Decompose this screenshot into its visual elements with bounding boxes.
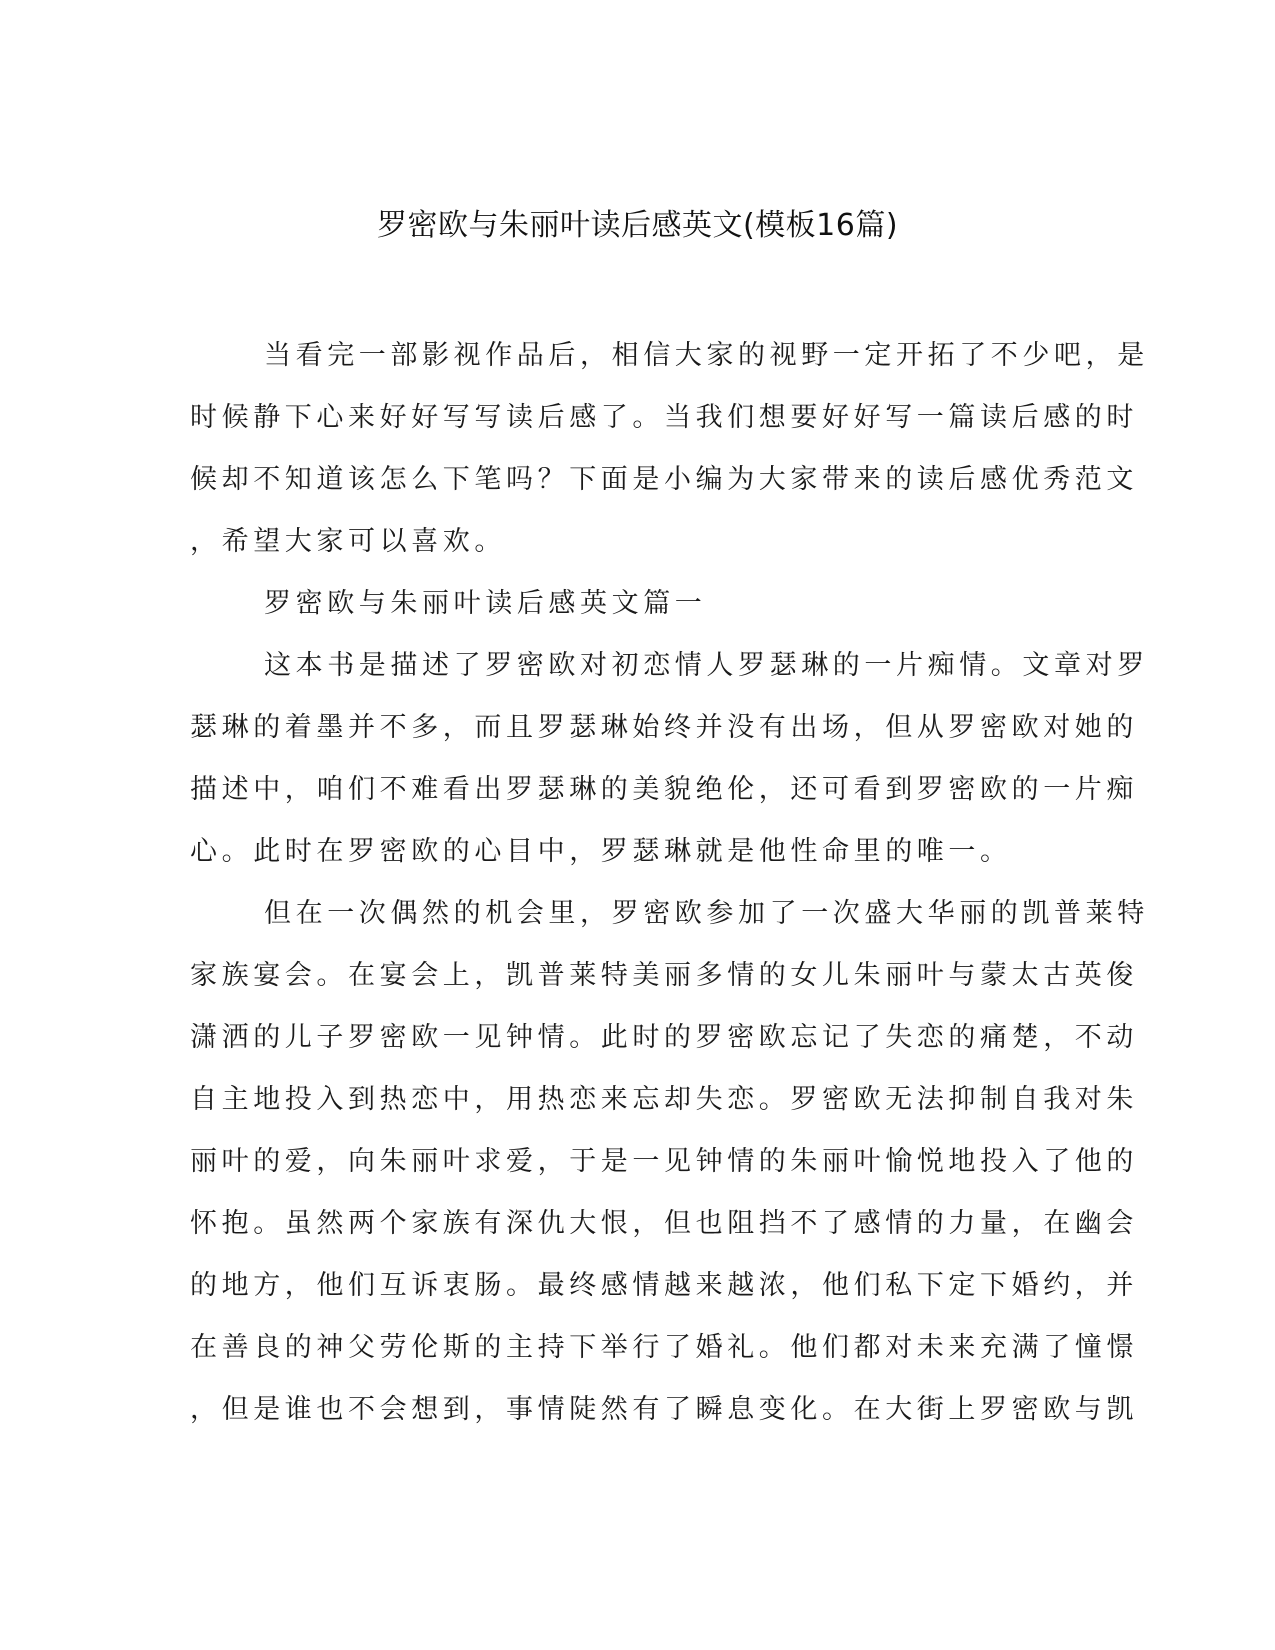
document-body: [190, 325, 1149, 1441]
paragraph-line: 自主地投入到热恋中，用热恋来忘却失恋。罗密欧无法抑制自我对朱: [190, 1084, 1138, 1115]
paragraph-line: 家族宴会。在宴会上，凯普莱特美丽多情的女儿朱丽叶与蒙太古英俊: [190, 960, 1138, 991]
paragraph-line: 丽叶的爱，向朱丽叶求爱，于是一见钟情的朱丽叶愉悦地投入了他的: [190, 1146, 1138, 1177]
paragraph-line: 但在一次偶然的机会里，罗密欧参加了一次盛大华丽的凯普莱特: [264, 898, 1149, 929]
paragraph-2: [190, 883, 1149, 1441]
paragraph-line: 描述中，咱们不难看出罗瑟琳的美貌绝伦，还可看到罗密欧的一片痴: [190, 774, 1138, 805]
intro-line: 当看完一部影视作品后，相信大家的视野一定开拓了不少吧，是: [264, 340, 1149, 371]
paragraph-line: ，但是谁也不会想到，事情陡然有了瞬息变化。在大街上罗密欧与凯: [190, 1394, 1138, 1425]
paragraph-line: 瑟琳的着墨并不多，而且罗瑟琳始终并没有出场，但从罗密欧对她的: [190, 712, 1138, 743]
intro-paragraph: [190, 325, 1149, 573]
paragraph-line: 心。此时在罗密欧的心目中，罗瑟琳就是他性命里的唯一。: [190, 836, 1012, 867]
section-heading: 罗密欧与朱丽叶读后感英文篇一: [264, 588, 707, 619]
intro-line: 候却不知道该怎么下笔吗？下面是小编为大家带来的读后感优秀范文: [190, 464, 1138, 495]
paragraph-line: 怀抱。虽然两个家族有深仇大恨，但也阻挡不了感情的力量，在幽会: [190, 1208, 1138, 1239]
document-title: 罗密欧与朱丽叶读后感英文(模板16篇): [376, 208, 899, 243]
paragraph-1: [190, 635, 1149, 883]
intro-line: 时候静下心来好好写写读后感了。当我们想要好好写一篇读后感的时: [190, 402, 1138, 433]
intro-line: ，希望大家可以喜欢。: [190, 526, 506, 557]
paragraph-line: 这本书是描述了罗密欧对初恋情人罗瑟琳的一片痴情。文章对罗: [264, 650, 1149, 681]
paragraph-line: 的地方，他们互诉衷肠。最终感情越来越浓，他们私下定下婚约，并: [190, 1270, 1138, 1301]
paragraph-line: 潇洒的儿子罗密欧一见钟情。此时的罗密欧忘记了失恋的痛楚，不动: [190, 1022, 1138, 1053]
paragraph-line: 在善良的神父劳伦斯的主持下举行了婚礼。他们都对未来充满了憧憬: [190, 1332, 1138, 1363]
